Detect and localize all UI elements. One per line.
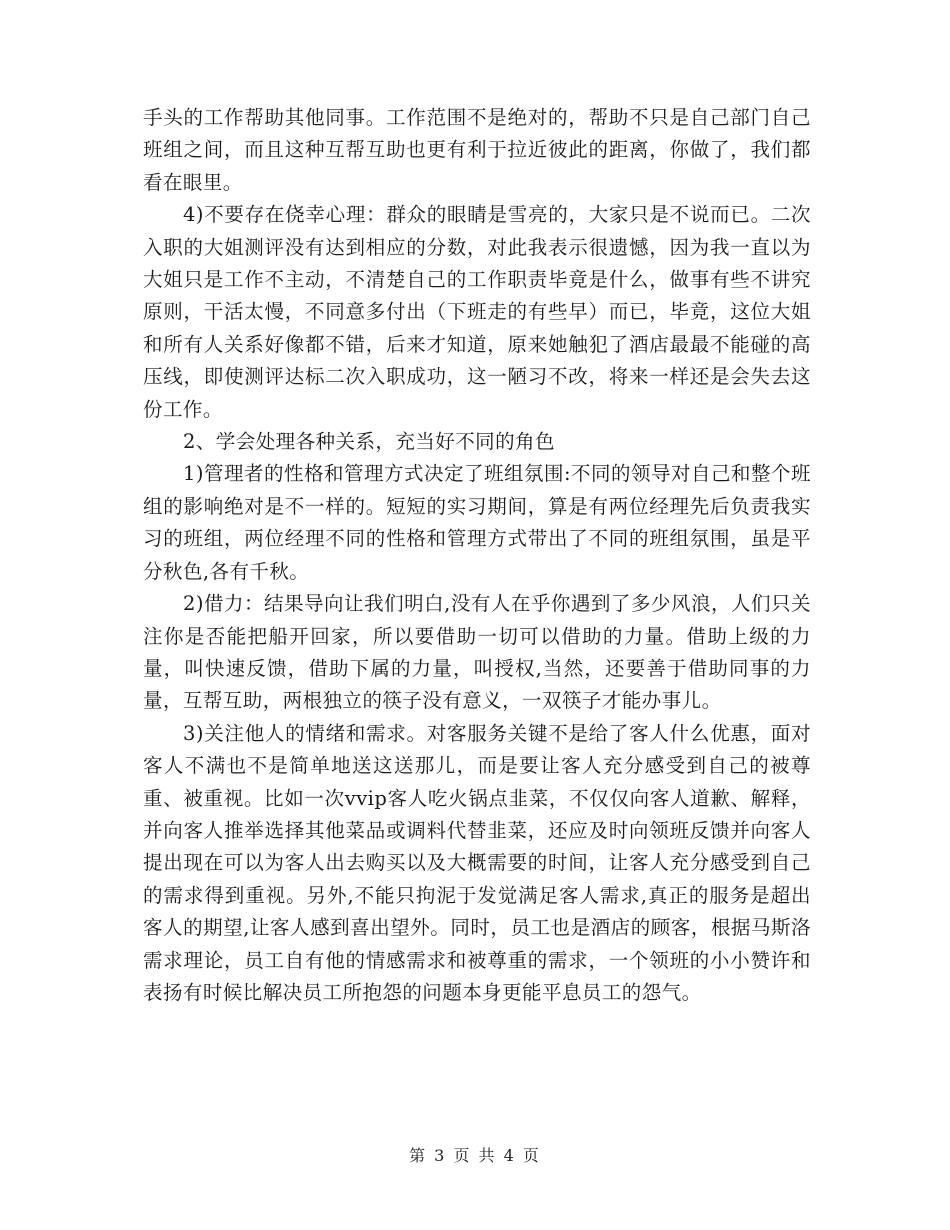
- page-footer: 第 3 页 共 4 页: [409, 1146, 541, 1165]
- paragraph-5: 3)关注他人的情绪和需求。对客服务关键不是给了客人什么优惠，面对客人不满也不是简单地送这送那儿，而是要让客人充分感受到自己的被尊重、被重视。比如一次vvip客人吃火锅点韭菜，不仅仅向客人道歉、解释，并向客人推举选择其他菜品或调料代替韭菜，还应及时向领班反馈并向客人提出现在可以为客人出去购买以及大概需要的时间，让客人充分感受到自己的需求得到重视。另外,不能只拘泥于发觉满足客人需求,真正的服务是超出客人的期望,让客人感到喜出望外。同时，员工也是酒店的顾客，根据马斯洛需求理论，员工自有他的情感需求和被尊重的需求，一个领班的小小赞许和表扬有时候比解决员工所抱怨的问题本身更能平息员工的怨气。: [143, 721, 811, 1004]
- paragraph-3: 1)管理者的性格和管理方式决定了班组氛围:不同的领导对自己和整个班组的影响绝对是不一样的。短短的实习期间，算是有两位经理先后负责我实习的班组，两位经理不同的性格和管理方式带出了不同的班组氛围，虽是平分秋色,各有千秋。: [143, 462, 811, 583]
- paragraph-1: 手头的工作帮助其他同事。工作范围不是绝对的，帮助不只是自己部门自己班组之间，而且这种互帮互助也更有利于拉近彼此的距离，你做了，我们都看在眼里。: [143, 106, 811, 194]
- section-heading-2: 2、学会处理各种关系，充当好不同的角色: [183, 430, 555, 454]
- paragraph-2: 4)不要存在侥幸心理：群众的眼睛是雪亮的，大家只是不说而已。二次入职的大姐测评没有达到相应的分数，对此我表示很遗憾，因为我一直以为大姐只是工作不主动，不清楚自己的工作职责毕竟是什么，做事有些不讲究原则，干活太慢，不同意多付出（下班走的有些早）而已，毕竟，这位大姐和所有人关系好像都不错，后来才知道，原来她触犯了酒店最最不能碰的高压线，即使测评达标二次入职成功，这一陋习不改，将来一样还是会失去这份工作。: [143, 203, 811, 421]
- document-body: [143, 102, 811, 1009]
- paragraph-4: 2)借力：结果导向让我们明白,没有人在乎你遇到了多少风浪，人们只关注你是否能把船开回家，所以要借助一切可以借助的力量。借助上级的力量，叫快速反馈，借助下属的力量，叫授权,当然，还要善于借助同事的力量，互帮互助，两根独立的筷子没有意义，一双筷子才能办事儿。: [143, 592, 811, 713]
